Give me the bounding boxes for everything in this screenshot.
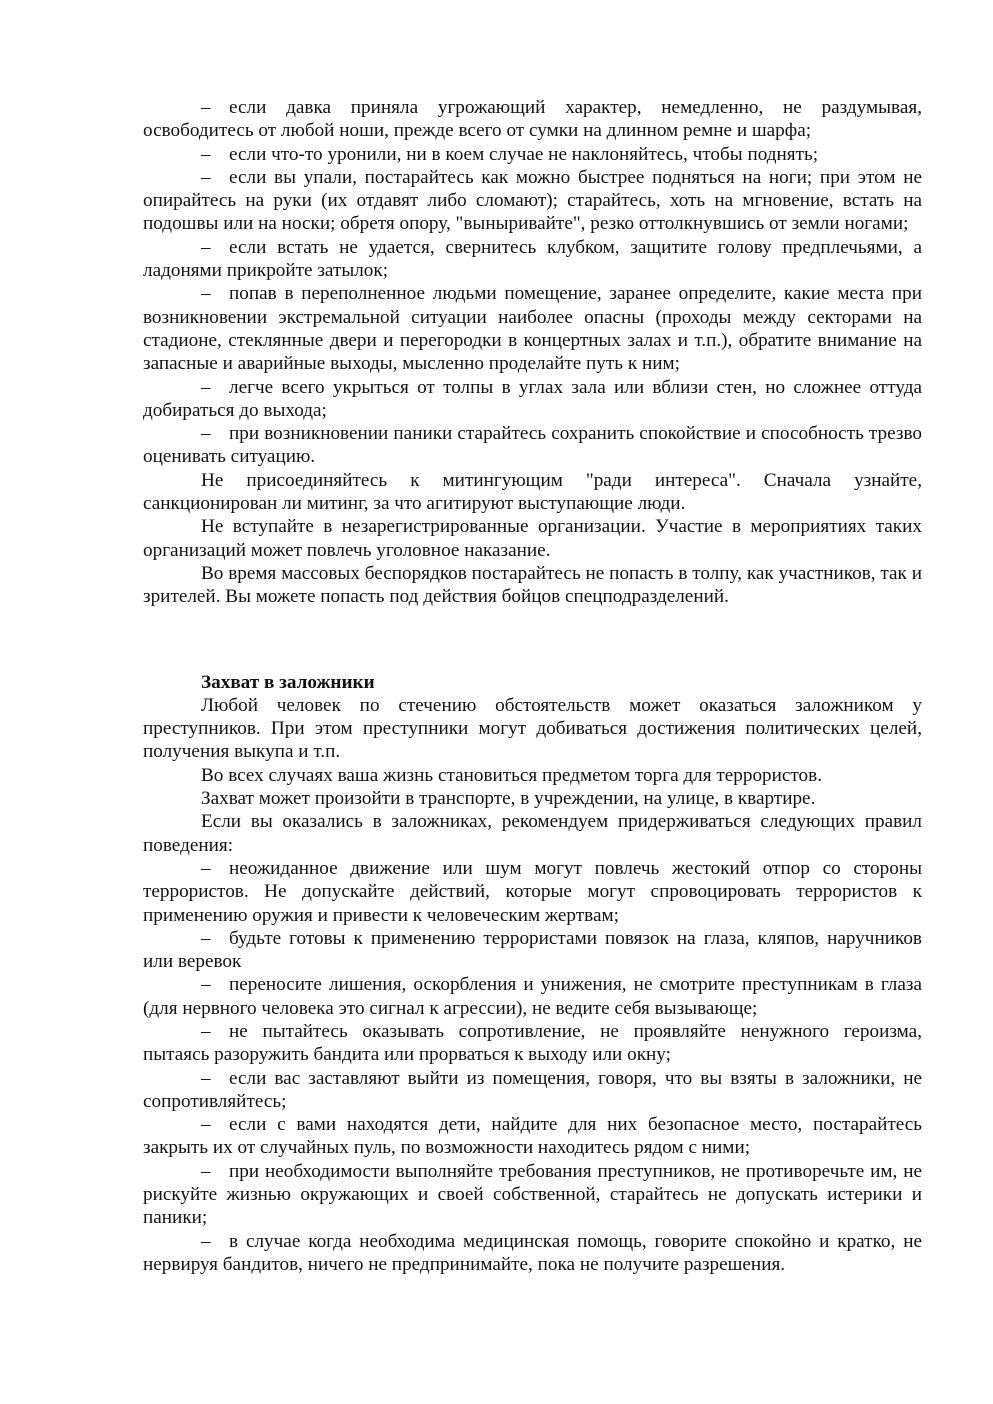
list-item xyxy=(143,857,922,927)
list-item-text: переносите лишения, оскорбления и унижения, не смотрите преступникам в глаза (для нервного человека это сигнал к агрессии), не ведите себя вызывающе; xyxy=(143,974,922,1019)
list-item-text: если вас заставляют выйти из помещения, говоря, что вы взяты в заложники, не сопротивляйтесь; xyxy=(143,1067,922,1112)
list-item-text: при необходимости выполняйте требования преступников, не противоречьте им, не рискуйте жизнью окружающих и своей собственной, старайтесь не допускать истерики и паники; xyxy=(143,1160,922,1229)
list-item-text: не пытайтесь оказывать сопротивление, не проявляйте ненужного героизма, пытаясь разоружить бандита или прорваться к выходу или окну; xyxy=(143,1020,922,1066)
list-item-text: легче всего укрыться от толпы в углах зала или вблизи стен, но сложнее оттуда добираться до выхода; xyxy=(143,376,922,421)
list-item xyxy=(143,1160,922,1230)
list-item xyxy=(143,1230,922,1277)
list-item-text: в случае когда необходима медицинская помощь, говорите спокойно и кратко, не нервируя бандитов, ничего не предпринимайте, пока не получите разрешения. xyxy=(143,1230,922,1275)
list-item xyxy=(143,422,922,469)
paragraph: Не присоединяйтесь к митингующим "ради интереса". Сначала узнайте, санкционирован ли митинг, за что агитируют выступающие люди. xyxy=(143,469,922,515)
list-item xyxy=(143,1020,922,1067)
list-item xyxy=(143,236,922,283)
list-item-text: если вы упали, постарайтесь как можно быстрее подняться на ноги; при этом не опирайтесь на руки (их отдавят либо сломают); старайтесь, хоть на мгновение, встать на подошвы или на носки; обретя опору, "выныривайте", резко оттолкнувшись от земли ногами; xyxy=(143,166,922,235)
paragraph: Любой человек по стечению обстоятельств может оказаться заложником у преступников. При этом преступники могут добиваться достижения политических целей, получения выкупа и т.п. xyxy=(143,694,922,763)
bullet-dash: – xyxy=(201,927,211,949)
bullet-dash: – xyxy=(201,143,211,165)
section-spacer xyxy=(143,609,922,671)
list-item xyxy=(143,973,922,1020)
bullet-dash: – xyxy=(201,974,211,996)
bullet-dash: – xyxy=(201,857,211,879)
list-item xyxy=(143,143,922,166)
list-item-text: если что-то уронили, ни в коем случае не наклоняйтесь, чтобы поднять; xyxy=(229,143,819,165)
list-item xyxy=(143,1113,922,1160)
bullet-dash: – xyxy=(201,1114,211,1136)
list-item-text: при возникновении паники старайтесь сохранить спокойствие и способность трезво оценивать ситуацию. xyxy=(143,423,922,468)
list-item-text: неожиданное движение или шум могут повлечь жестокий отпор со стороны террористов. Не допускайте действий, которые могут спровоцировать террористов к применению оружия и привести к человеческим жертвам; xyxy=(143,857,922,926)
bullet-dash: – xyxy=(201,236,211,258)
paragraph: Во время массовых беспорядков постарайтесь не попасть в толпу, как участников, так и зрителей. Вы можете попасть под действия бойцов спецподразделений. xyxy=(143,562,922,608)
bullet-dash: – xyxy=(201,166,211,188)
list-item xyxy=(143,282,922,375)
paragraph: Если вы оказались в заложниках, рекомендуем придерживаться следующих правил поведения: xyxy=(143,811,922,856)
bullet-dash: – xyxy=(201,1067,211,1089)
paragraph: Не вступайте в незарегистрированные организации. Участие в мероприятиях таких организаций может повлечь уголовное наказание. xyxy=(143,516,922,561)
paragraph: Захват может произойти в транспорте, в учреждении, на улице, в квартире. xyxy=(201,788,816,810)
bullet-dash: – xyxy=(201,423,211,445)
list-item xyxy=(143,1067,922,1114)
list-item-text: если встать не удается, свернитесь клубком, защитите голову предплечьями, а ладонями прикройте затылок; xyxy=(143,236,922,282)
bullet-dash: – xyxy=(201,283,211,305)
list-item-text: если давка приняла угрожающий характер, немедленно, не раздумывая, освободитесь от любой ноши, прежде всего от сумки на длинном ремне и шарфа; xyxy=(143,97,922,142)
bullet-dash: – xyxy=(201,1020,211,1042)
bullet-dash: – xyxy=(201,376,211,398)
list-item xyxy=(143,927,922,974)
list-item-text: попав в переполненное людьми помещение, заранее определите, какие места при возникновении экстремальной ситуации наиболее опасны (проходы между секторами на стадионе, стеклянные двери и перегородки в концертных залах и т.п.), обратите внимание на запасные и аварийные выходы, мысленно проделайте путь к ним; xyxy=(143,283,922,375)
document-page xyxy=(143,96,922,1276)
bullet-dash: – xyxy=(201,1160,211,1182)
section-heading: Захват в заложники xyxy=(201,671,375,693)
list-item xyxy=(143,166,922,236)
list-item xyxy=(143,376,922,423)
list-item-text: будьте готовы к применению террористами повязок на глаза, кляпов, наручников или веревок xyxy=(143,927,922,973)
paragraph: Во всех случаях ваша жизнь становиться предметом торга для террористов. xyxy=(201,764,823,786)
bullet-dash: – xyxy=(201,97,211,118)
bullet-dash: – xyxy=(201,1230,211,1252)
list-item xyxy=(143,96,922,143)
list-item-text: если с вами находятся дети, найдите для них безопасное место, постарайтесь закрыть их от случайных пуль, по возможности находитесь рядом с ними; xyxy=(143,1114,922,1159)
